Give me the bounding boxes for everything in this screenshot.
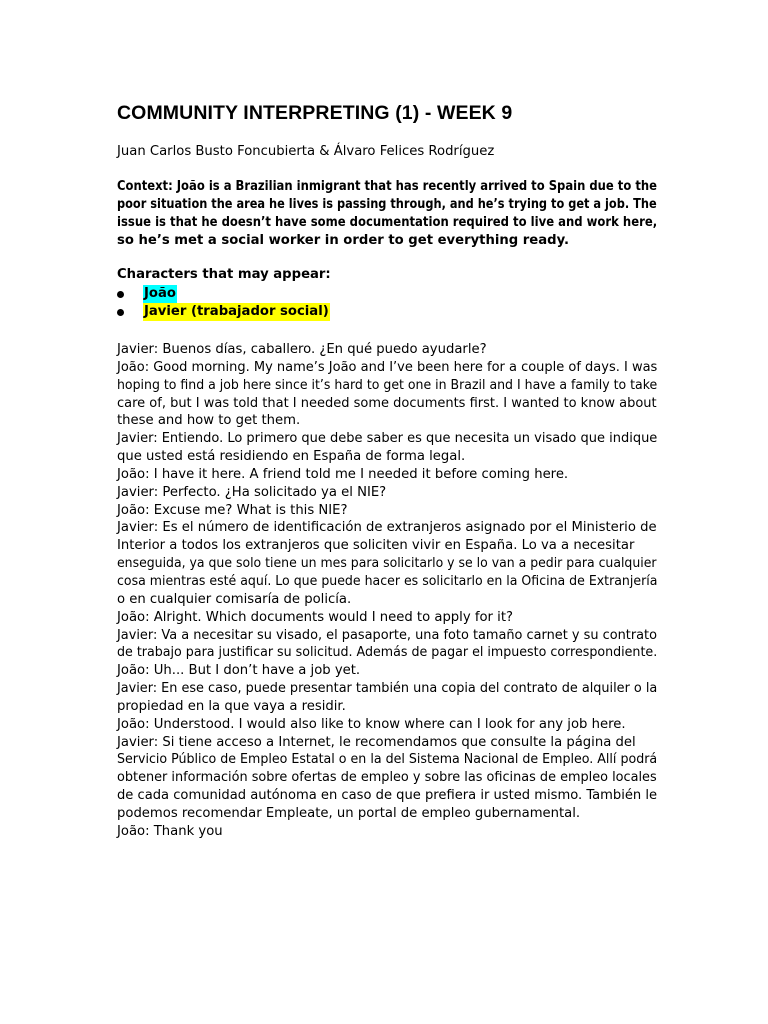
dialogue-line: que usted está residiendo en España de forma legal. [117,449,466,465]
dialogue-line: Javier: Va a necesitar su visado, el pasaporte, una foto tamaño carnet y su contrato [117,627,658,643]
context-line: issue is that he doesn’t have some documentation required to live and work here, [117,215,658,230]
dialogue-line: Interior a todos los extranjeros que soliciten vivir en España. Lo va a necesitar [117,538,635,554]
dialogue-transcript [117,341,657,841]
dialogue-line: care of, but I was told that I needed some documents first. I wanted to know about [117,395,657,411]
dialogue-line: hoping to find a job here since it’s hard to get one in Brazil and I have a family to take [117,377,658,393]
dialogue-line: João: Good morning. My name’s João and I’ve been here for a couple of days. I was [117,359,658,375]
character-name-javier: Javier (trabajador social) [144,304,329,319]
dialogue-line: João: Uh... But I don’t have a job yet. [117,663,361,679]
dialogue-line: de cada comunidad autónoma en caso de que prefiera ir usted mismo. También le [117,788,658,804]
dialogue-line: enseguida, ya que solo tiene un mes para solicitarlo y se lo van a pedir para cualquier [117,556,657,572]
dialogue-line: cosa mientras esté aquí. Lo que puede hacer es solicitarlo en la Oficina de Extranjería [117,573,658,589]
dialogue-line: João: Understood. I would also like to know where can I look for any job here. [117,716,626,732]
dialogue-line: propiedad en la que vaya a residir. [117,698,346,714]
dialogue-line: Javier: Buenos días, caballero. ¿En qué puedo ayudarle? [117,342,487,357]
dialogue-line: Javier: Perfecto. ¿Ha solicitado ya el NIE? [117,484,387,500]
document-title: COMMUNITY INTERPRETING (1) - WEEK 9 [117,102,513,124]
dialogue-line: Javier: Es el número de identificación de extranjeros asignado por el Ministerio de [117,520,657,536]
context-paragraph [117,178,657,250]
dialogue-line: Javier: En ese caso, puede presentar también una copia del contrato de alquiler o la [117,681,658,697]
dialogue-line: Javier: Entiendo. Lo primero que debe saber es que necesita un visado que indique [117,431,658,447]
dialogue-line: João: Thank you [117,823,223,839]
authors-line: Juan Carlos Busto Foncubierta & Álvaro Felices Rodríguez [117,144,495,159]
character-name-joao: João [144,286,176,301]
dialogue-line: Javier: Si tiene acceso a Internet, le recomendamos que consulte la página del [117,734,636,750]
bullet-icon [117,291,124,298]
dialogue-line: obtener información sobre ofertas de empleo y sobre las oficinas de empleo locales [117,770,657,786]
bullet-icon [117,309,124,316]
dialogue-line: these and how to get them. [117,413,301,429]
characters-heading: Characters that may appear: [117,267,331,282]
dialogue-line: João: I have it here. A friend told me I needed it before coming here. [117,466,569,482]
context-line: Context: João is a Brazilian inmigrant that has recently arrived to Spain due to the [117,179,657,194]
context-line: so he’s met a social worker in order to get everything ready. [117,233,569,248]
dialogue-line: João: Alright. Which documents would I need to apply for it? [117,609,513,625]
dialogue-line: João: Excuse me? What is this NIE? [117,502,348,518]
dialogue-line: de trabajo para justificar su solicitud. Además de pagar el impuesto correspondiente. [117,645,658,661]
dialogue-line: o en cualquier comisaría de policía. [117,591,352,607]
context-line: poor situation the area he lives is passing through, and he’s trying to get a job. The [117,197,657,212]
dialogue-line: Servicio Público de Empleo Estatal o en la del Sistema Nacional de Empleo. Allí podrá [117,752,658,768]
dialogue-line: podemos recomendar Empleate, un portal de empleo gubernamental. [117,805,581,821]
